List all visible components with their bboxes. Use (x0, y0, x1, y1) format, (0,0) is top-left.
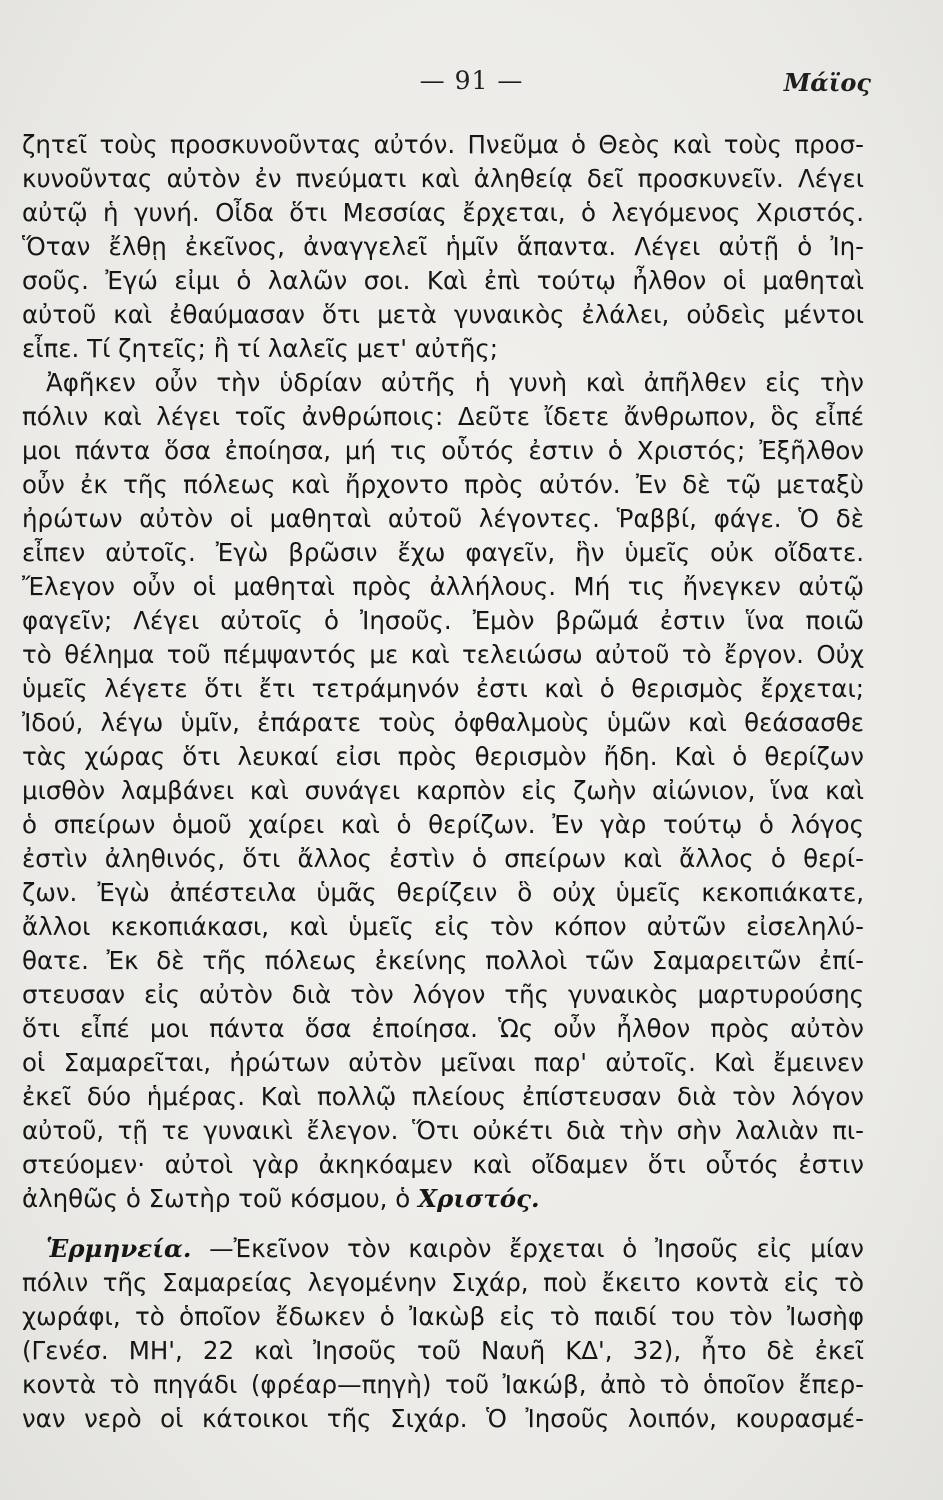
text-line: πόλιν καὶ λέγει τοῖς ἀνθρώποις: Δεῦτε ἴδετε ἄνθρωπον, ὃς εἶπέ (22, 402, 864, 431)
commentary-first-line-text: —Ἐκεῖνον τὸν καιρὸν ἔρχεται ὁ Ἰησοῦς εἰς μίαν (209, 1234, 864, 1263)
text-line: Ἀφῆκεν οὖν τὴν ὑδρίαν αὐτῆς ἡ γυνὴ καὶ ἀπῆλθεν εἰς τὴν (46, 368, 864, 397)
text-line: οὖν ἐκ τῆς πόλεως καὶ ἤρχοντο πρὸς αὐτόν. Ἐν δὲ τῷ μεταξὺ (22, 470, 864, 499)
text-line: Ἰδού, λέγω ὑμῖν, ἐπάρατε τοὺς ὀφθαλμοὺς ὑμῶν καὶ θεάσασθε (22, 708, 864, 737)
text-line: οἱ Σαμαρεῖται, ἠρώτων αὐτὸν μεῖναι παρ' αὐτοῖς. Καὶ ἔμεινεν (22, 1048, 864, 1077)
text-line: ἠρώτων αὐτὸν οἱ μαθηταὶ αὐτοῦ λέγοντες. Ῥαββί, φάγε. Ὁ δὲ (22, 504, 864, 533)
text-line: θατε. Ἐκ δὲ τῆς πόλεως ἐκείνης πολλοὶ τῶν Σαμαρειτῶν ἐπί- (22, 946, 864, 975)
text-line: εἶπεν αὐτοῖς. Ἐγὼ βρῶσιν ἔχω φαγεῖν, ἣν ὑμεῖς οὐκ οἴδατε. (22, 538, 864, 567)
text-line: Ἔλεγον οὖν οἱ μαθηταὶ πρὸς ἀλλήλους. Μή τις ἤνεγκεν αὐτῷ (22, 572, 864, 601)
text-line: ἐκεῖ δύο ἡμέρας. Καὶ πολλῷ πλείους ἐπίστευσαν διὰ τὸν λόγον (22, 1082, 864, 1111)
commentary-line: κοντὰ τὸ πηγάδι (φρέαρ—πηγὴ) τοῦ Ἰακώβ, ἀπὸ τὸ ὁποῖον ἔπερ- (22, 1370, 864, 1399)
text-line: τὰς χώρας ὅτι λευκαί εἰσι πρὸς θερισμὸν ἤδη. Καὶ ὁ θερίζων (22, 742, 864, 771)
text-line: στευσαν εἰς αὐτὸν διὰ τὸν λόγον τῆς γυναικὸς μαρτυρούσης (22, 980, 864, 1009)
text-line: ὁ σπείρων ὁμοῦ χαίρει καὶ ὁ θερίζων. Ἐν γὰρ τούτῳ ὁ λόγος (22, 810, 864, 839)
text-line: ζητεῖ τοὺς προσκυνοῦντας αὐτόν. Πνεῦμα ὁ Θεὸς καὶ τοὺς προσ- (22, 130, 864, 159)
commentary-line: πόλιν τῆς Σαμαρείας λεγομένην Σιχάρ, ποὺ ἔκειτο κοντὰ εἰς τὸ (22, 1268, 864, 1297)
emphasized-word: Χριστός. (418, 1184, 540, 1213)
text-line: ὅτι εἶπέ μοι πάντα ὅσα ἐποίησα. Ὡς οὖν ἦλθον πρὸς αὐτὸν (22, 1014, 864, 1043)
commentary-first-line (46, 1232, 864, 1266)
text-line: ἐστὶν ἀληθινός, ὅτι ἄλλος ἐστὶν ὁ σπείρων καὶ ἄλλος ὁ θερί- (22, 844, 864, 873)
text-line: κυνοῦντας αὐτὸν ἐν πνεύματι καὶ ἀληθείᾳ δεῖ προσκυνεῖν. Λέγει (22, 164, 864, 193)
text-line: τὸ θέλημα τοῦ πέμψαντός με καὶ τελειώσω αὐτοῦ τὸ ἔργον. Οὐχ (22, 640, 864, 669)
text-line: εἶπε. Τί ζητεῖς; ἢ τί λαλεῖς μετ' αὐτῆς; (22, 334, 499, 363)
commentary-lead: Ἑρμηνεία. (46, 1234, 192, 1263)
text-line: στεύομεν· αὐτοὶ γὰρ ἀκηκόαμεν καὶ οἴδαμεν ὅτι οὗτός ἐστιν (22, 1150, 864, 1179)
text-line: ζων. Ἐγὼ ἀπέστειλα ὑμᾶς θερίζειν ὃ οὐχ ὑμεῖς κεκοπιάκατε, (22, 878, 864, 907)
text-line: ὑμεῖς λέγετε ὅτι ἔτι τετράμηνόν ἐστι καὶ ὁ θερισμὸς ἔρχεται; (22, 674, 864, 703)
text-line: σοῦς. Ἐγώ εἰμι ὁ λαλῶν σοι. Καὶ ἐπὶ τούτῳ ἦλθον οἱ μαθηταὶ (22, 266, 864, 295)
commentary-line: ναν νερὸ οἱ κάτοικοι τῆς Σιχάρ. Ὁ Ἰησοῦς λοιπόν, κουρασμέ- (22, 1404, 864, 1433)
text-line: μοι πάντα ὅσα ἐποίησα, μή τις οὗτός ἐστιν ὁ Χριστός; Ἐξῆλθον (22, 436, 864, 465)
commentary-line: χωράφι, τὸ ὁποῖον ἔδωκεν ὁ Ἰακὼβ εἰς τὸ παιδί του τὸν Ἰωσὴφ (22, 1302, 864, 1331)
text-line: μισθὸν λαμβάνει καὶ συνάγει καρπὸν εἰς ζωὴν αἰώνιον, ἵνα καὶ (22, 776, 864, 805)
text-line: φαγεῖν; Λέγει αὐτοῖς ὁ Ἰησοῦς. Ἐμὸν βρῶμά ἐστιν ἵνα ποιῶ (22, 606, 864, 635)
text-line: αὐτοῦ, τῇ τε γυναικὶ ἔλεγον. Ὅτι οὐκέτι διὰ τὴν σὴν λαλιὰν πι- (22, 1116, 864, 1145)
text-line-final-text: ἀληθῶς ὁ Σωτὴρ τοῦ κόσμου, ὁ (22, 1184, 411, 1213)
text-line: αὐτῷ ἡ γυνή. Οἶδα ὅτι Μεσσίας ἔρχεται, ὁ λεγόμενος Χριστός. (22, 198, 864, 227)
text-line: αὐτοῦ καὶ ἐθαύμασαν ὅτι μετὰ γυναικὸς ἐλάλει, οὐδεὶς μέντοι (22, 300, 864, 329)
text-line: Ὅταν ἔλθῃ ἐκεῖνος, ἀναγγελεῖ ἡμῖν ἅπαντα. Λέγει αὐτῇ ὁ Ἰη- (22, 232, 864, 261)
text-line-final (22, 1182, 864, 1216)
text-line: ἄλλοι κεκοπιάκασι, καὶ ὑμεῖς εἰς τὸν κόπον αὐτῶν εἰσεληλύ- (22, 912, 864, 941)
commentary-line: (Γενέσ. ΜΗ', 22 καὶ Ἰησοῦς τοῦ Ναυῆ ΚΔ', 32), ἦτο δὲ ἐκεῖ (22, 1336, 864, 1365)
running-head: Μάϊος (783, 68, 871, 97)
page-number: — 91 — (419, 66, 524, 95)
